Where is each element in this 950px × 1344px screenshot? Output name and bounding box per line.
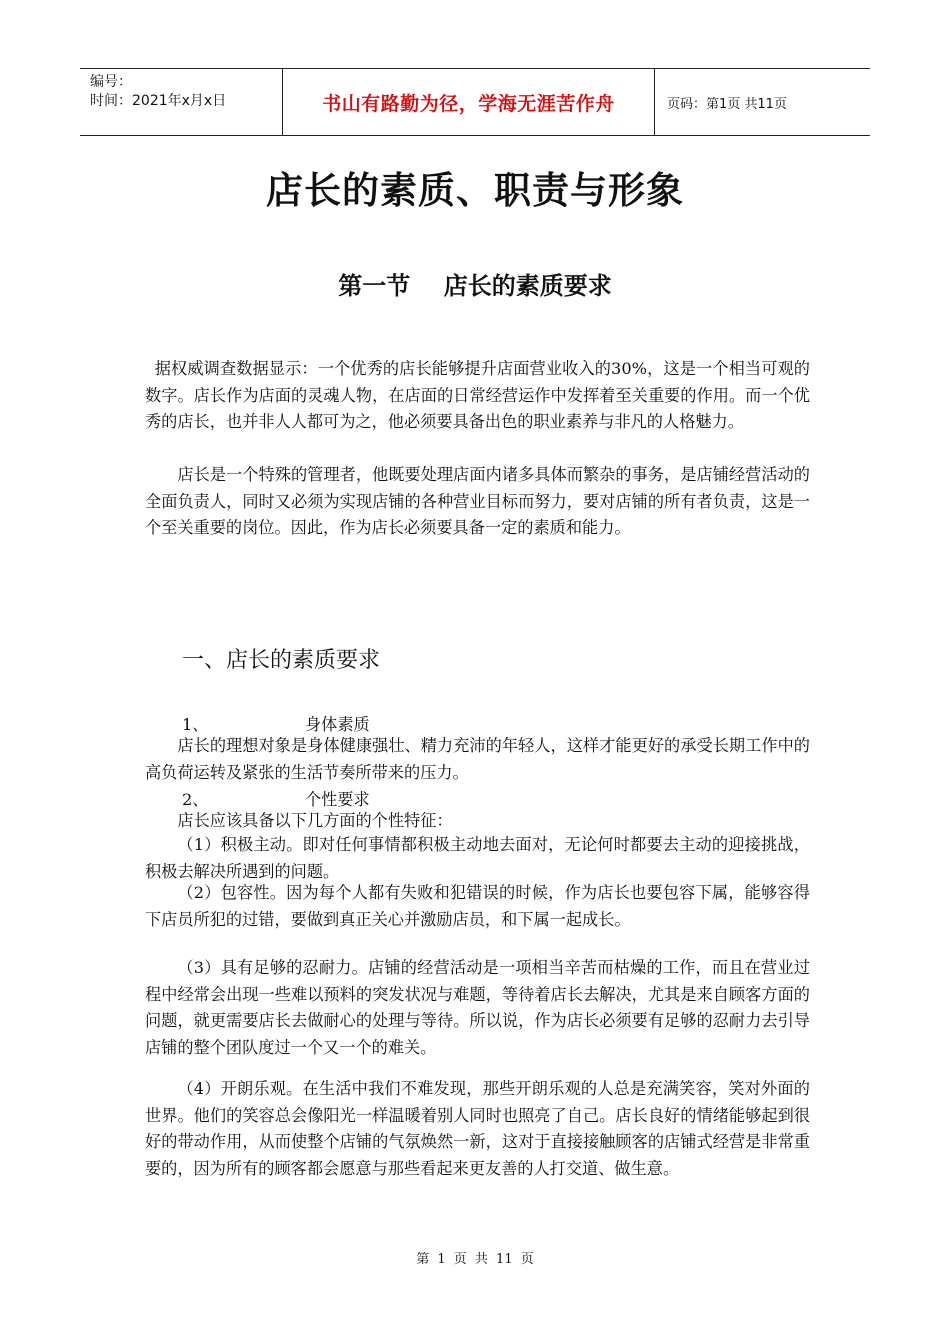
header-motto-cell	[282, 69, 655, 135]
item2-heading	[182, 786, 370, 810]
item2-point-1: （1）积极主动。即对任何事情都积极主动地去面对，无论何时都要去主动的迎接挑战，积极去解决所遇到的问题。	[145, 835, 810, 881]
header-meta-cell	[80, 69, 282, 135]
document-number-label: 编号：	[90, 74, 132, 90]
document-time-label: 时间：2021年x月x日	[90, 93, 227, 109]
item2-number: 2、	[182, 790, 209, 809]
header-page-cell	[655, 69, 870, 135]
item2-title: 个性要求	[305, 790, 370, 809]
item1-number: 1、	[182, 715, 209, 734]
intro-paragraph-2: 店长是一个特殊的管理者，他既要处理店面内诸多具体而繁杂的事务，是店铺经营活动的全面负责人，同时又必须为实现店铺的各种营业目标而努力，要对店铺的所有者负责，这是一个至关重要的岗位。因此，作为店长必须要具备一定的素质和能力。	[145, 465, 810, 537]
header-table	[80, 68, 870, 136]
item2-point-4: （4）开朗乐观。在生活中我们不难发现，那些开朗乐观的人总是充满笑容，笑对外面的世界。他们的笑容总会像阳光一样温暖着别人同时也照亮了自己。店长良好的情绪能够起到很好的带动作用，从而使整个店铺的气氛焕然一新，这对于直接接触顾客的店铺式经营是非常重要的，因为所有的顾客都会愿意与那些看起来更友善的人打交道、做生意。	[145, 1079, 810, 1178]
page-footer: 第 1 页 共 11 页	[416, 1252, 534, 1267]
item1-text: 店长的理想对象是身体健康强壮、精力充沛的年轻人，这样才能更好的承受长期工作中的高负荷运转及紧张的生活节奏所带来的压力。	[145, 736, 810, 782]
section-subtitle: 第一节 店长的素质要求	[338, 272, 612, 300]
section-heading: 一、店长的素质要求	[182, 648, 381, 673]
item2-lead: 店长应该具备以下几方面的个性特征：	[177, 811, 453, 830]
header-motto: 书山有路勤为径，学海无涯苦作舟	[322, 92, 615, 115]
item2-point-3: （3）具有足够的忍耐力。店铺的经营活动是一项相当辛苦而枯燥的工作，而且在营业过程中经常会出现一些难以预料的突发状况与难题，等待着店长去解决，尤其是来自顾客方面的问题，就更需要店长去做耐心的处理与等待。所以说，作为店长必须要有足够的忍耐力去引导店铺的整个团队度过一个又一个的难关。	[145, 958, 810, 1057]
item1-title: 身体素质	[305, 715, 370, 734]
document-title: 店长的素质、职责与形象	[266, 169, 684, 212]
item1-heading	[182, 711, 370, 735]
intro-paragraph-1: 据权威调查数据显示：一个优秀的店长能够提升店面营业收入的30%，这是一个相当可观的数字。店长作为店面的灵魂人物，在店面的日常经营运作中发挥着至关重要的作用。而一个优秀的店长，也并非人人都可为之，他必须要具备出色的职业素养与非凡的人格魅力。	[145, 359, 810, 431]
header-page-info: 页码：第1页 共11页	[667, 96, 787, 112]
item2-point-2: （2）包容性。因为每个人都有失败和犯错误的时候，作为店长也要包容下属，能够容得下店员所犯的过错，要做到真正关心并激励店员，和下属一起成长。	[145, 883, 810, 929]
